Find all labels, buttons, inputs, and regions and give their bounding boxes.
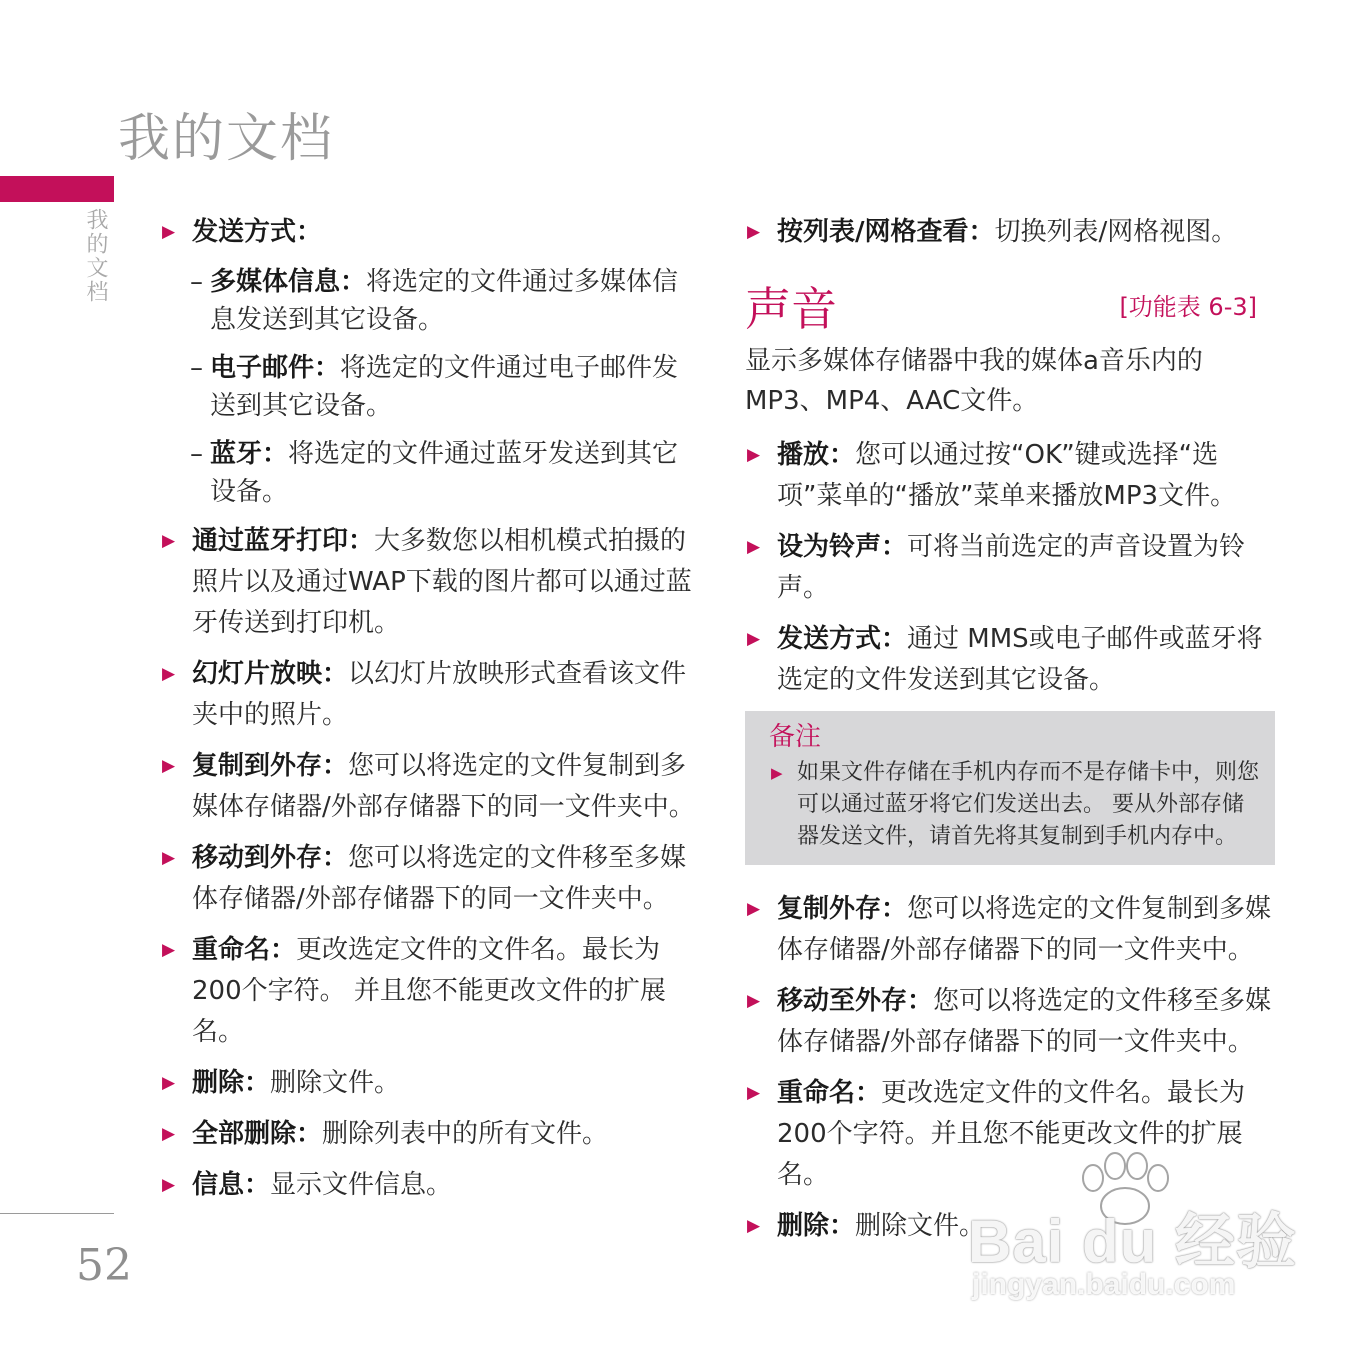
accent-bar [0,176,114,202]
list-item [160,746,700,828]
dash-marker: – [190,267,203,297]
item-term: 移动至外存 [777,986,908,1016]
sub-list-item [160,435,700,511]
list-item [745,619,1275,701]
list-item [745,889,1275,971]
sub-item-separator: ： [314,353,341,383]
list-item [160,1063,700,1104]
baidu-jingyan-watermark [968,1188,1298,1308]
list-item [745,527,1275,609]
triangle-bullet-icon: ▶ [162,222,176,242]
sub-item-desc: 将选定的文件通过电子邮件发送到其它设备。 [210,353,679,421]
page-number: 52 [76,1240,132,1291]
sub-list-item [160,349,700,425]
item-separator: ： [881,894,908,924]
item-term: 通过蓝牙打印 [192,526,349,556]
left-column [160,212,700,1216]
sub-item-term: 蓝牙 [210,439,263,469]
list-item [160,521,700,644]
item-term: 信息 [192,1170,245,1200]
dash-marker: – [190,439,203,469]
triangle-bullet-icon: ▶ [747,222,761,242]
note-text: 如果文件存储在手机内存而不是存储卡中，则您可以通过蓝牙将它们发送出去。 要从外部存储器发送文件，请首先将其复制到手机内存中。 [797,760,1260,849]
divider [0,1213,114,1214]
item-desc: 删除文件。 [270,1068,401,1098]
item-desc: 删除列表中的所有文件。 [322,1119,609,1149]
item-separator: ： [881,532,908,562]
list-item [160,1165,700,1206]
list-item [160,654,700,736]
item-separator: ： [881,624,908,654]
item-term: 设为铃声 [777,532,882,562]
list-item [160,930,700,1053]
sub-item-desc: 将选定的文件通过蓝牙发送到其它设备。 [210,439,679,507]
page-title: 我的文档 [118,109,335,169]
item-term: 删除 [192,1068,245,1098]
item-separator: ： [322,751,349,781]
section-description: 显示多媒体存储器中我的媒体a音乐内的 MP3、MP4、AAC文件。 [745,346,1203,416]
triangle-bullet-icon: ▶ [747,537,761,557]
item-desc: 大多数您以相机模式拍摄的照片以及通过WAP下载的图片都可以通过蓝牙传送到打印机。 [192,526,692,638]
item-term: 重命名 [777,1078,856,1108]
section-title: 声音 [745,282,837,336]
item-separator: ： [244,1068,271,1098]
item-separator: ： [907,986,934,1016]
item-desc: 通过 MMS或电子邮件或蓝牙将选定的文件发送到其它设备。 [777,624,1263,695]
item-term: 按列表/网格查看 [777,217,969,247]
right-column [745,212,1275,1257]
triangle-bullet-icon: ▶ [771,764,783,782]
triangle-bullet-icon: ▶ [747,991,761,1011]
item-term: 播放 [777,440,830,470]
triangle-bullet-icon: ▶ [162,848,176,868]
item-desc: 显示文件信息。 [270,1170,453,1200]
triangle-bullet-icon: ▶ [162,1073,176,1093]
triangle-bullet-icon: ▶ [162,664,176,684]
item-desc: 您可以将选定的文件移至多媒体存储器/外部存储器下的同一文件夹中。 [777,986,1272,1057]
sub-item-separator: ： [262,439,289,469]
sub-list-item [160,263,700,339]
item-term: 全部删除 [192,1119,297,1149]
item-separator: ： [322,843,349,873]
note-box [745,711,1275,865]
triangle-bullet-icon: ▶ [162,756,176,776]
list-item [745,1073,1275,1196]
item-separator: ： [244,1170,271,1200]
item-term: 幻灯片放映 [192,659,323,689]
sub-item-term: 电子邮件 [210,353,315,383]
item-separator: ： [296,217,323,247]
triangle-bullet-icon: ▶ [747,1216,761,1236]
list-item [160,838,700,920]
triangle-bullet-icon: ▶ [747,1083,761,1103]
item-desc: 您可以通过按“OK”键或选择“选项”菜单的“播放”菜单来播放MP3文件。 [777,440,1237,511]
dash-marker: – [190,353,203,383]
item-desc: 以幻灯片放映形式查看该文件夹中的照片。 [192,659,687,730]
triangle-bullet-icon: ▶ [162,531,176,551]
watermark-domain: jingyan.baidu.com [972,1268,1236,1301]
item-term: 发送方式 [777,624,882,654]
item-term: 移动到外存 [192,843,323,873]
sub-item-desc: 将选定的文件通过多媒体信息发送到其它设备。 [210,267,679,335]
sub-item-term: 多媒体信息 [210,267,341,297]
list-item [745,212,1275,253]
list-item [745,981,1275,1063]
side-section-label: 我的文档 [83,208,108,304]
item-desc: 切换列表/网格视图。 [994,217,1238,247]
triangle-bullet-icon: ▶ [162,1124,176,1144]
triangle-bullet-icon: ▶ [747,629,761,649]
section-header [745,273,1275,336]
item-separator: ： [829,440,856,470]
item-separator: ： [829,1211,856,1241]
item-separator: ： [270,935,297,965]
menu-reference: [功能表 6-3] [1119,293,1257,321]
item-separator: ： [296,1119,323,1149]
item-desc: 删除文件。 [855,1211,986,1241]
triangle-bullet-icon: ▶ [747,899,761,919]
item-separator: ： [968,217,995,247]
item-separator: ： [322,659,349,689]
item-separator: ： [348,526,375,556]
item-desc: 可将当前选定的声音设置为铃声。 [777,532,1246,603]
note-item [769,757,1261,853]
sub-item-separator: ： [340,267,367,297]
sound-section [745,273,1275,1247]
list-item [745,435,1275,517]
item-term: 删除 [777,1211,830,1241]
item-desc: 您可以将选定的文件复制到多媒体存储器/外部存储器下的同一文件夹中。 [777,894,1272,965]
item-desc: 更改选定文件的文件名。最长为 200个字符。并且您不能更改文件的扩展名。 [777,1078,1246,1190]
item-term: 复制外存 [777,894,882,924]
item-separator: ： [855,1078,882,1108]
watermark-brand: Bai du 经验 [968,1208,1298,1275]
triangle-bullet-icon: ▶ [162,1175,176,1195]
list-item [160,1114,700,1155]
note-title: 备注 [769,722,822,752]
item-term: 复制到外存 [192,751,323,781]
list-item [160,212,700,253]
item-desc: 您可以将选定的文件移至多媒体存储器/外部存储器下的同一文件夹中。 [192,843,687,914]
item-desc: 您可以将选定的文件复制到多媒体存储器/外部存储器下的同一文件夹中。 [192,751,695,822]
item-term: 发送方式 [192,217,297,247]
triangle-bullet-icon: ▶ [162,940,176,960]
item-term: 重命名 [192,935,271,965]
triangle-bullet-icon: ▶ [747,445,761,465]
item-desc: 更改选定文件的文件名。最长为 200个字符。 并且您不能更改文件的扩展名。 [192,935,666,1047]
